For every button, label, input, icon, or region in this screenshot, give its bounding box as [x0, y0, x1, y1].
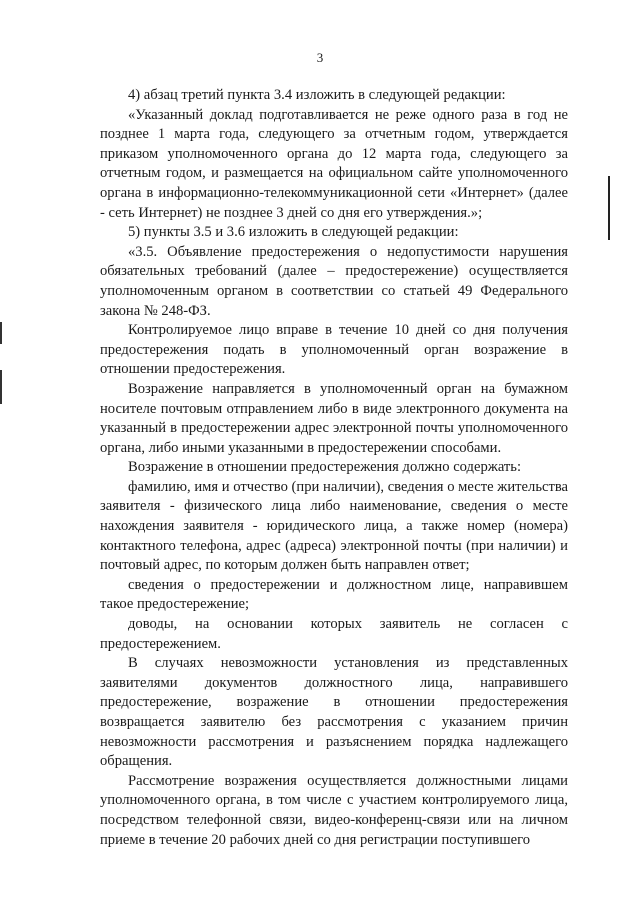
- paragraph: Возражение в отношении предостережения должно содержать:: [128, 459, 522, 476]
- paragraph: «Указанный доклад подготавливается не реже одного раза в год не позднее 1 марта года, следующего за отчетным годом, утверждается приказом уполномоченного органа до 12 марта года, следующего за отчетным годом, и размещается на официальном сайте уполномоченного органа в информационно-телекоммуникационной сети «Интернет» (далее - сеть Интернет) не позднее 3 дней со дня его утверждения.»;: [100, 106, 568, 221]
- paragraph: сведения о предостережении и должностном лице, направившем такое предостережение;: [100, 576, 568, 613]
- scan-margin-mark: [608, 176, 610, 240]
- paragraph: «3.5. Объявление предостережения о недопустимости нарушения обязательных требований (далее – предостережение) осуществляется уполномоченным органом в соответствии со статьей 49 Федерального закона № 248-ФЗ.: [100, 243, 568, 319]
- paragraph: доводы, на основании которых заявитель не согласен с предостережением.: [100, 616, 568, 652]
- paragraph: Рассмотрение возражения осуществляется должностными лицами уполномоченного органа, в том числе с участием контролируемого лица, посредством телефонной связи, видео-конференц-связи или на личном приеме в течение 20 рабочих дней со дня регистрации поступившего: [100, 772, 568, 848]
- scan-margin-mark: [0, 322, 2, 344]
- document-body: [100, 86, 568, 850]
- paragraph: Контролируемое лицо вправе в течение 10 дней со дня получения предостережения подать в уполномоченный орган возражение в отношении предостережения.: [100, 322, 568, 378]
- paragraph: Возражение направляется в уполномоченный орган на бумажном носителе почтовым отправлением либо в виде электронного документа на указанный в предостережении адрес электронной почты уполномоченного органа, либо иными указанными в предостережении способами.: [100, 380, 568, 456]
- paragraph: 5) пункты 3.5 и 3.6 изложить в следующей редакции:: [128, 224, 459, 241]
- paragraph: фамилию, имя и отчество (при наличии), сведения о месте жительства заявителя - физического лица либо наименование, сведения о месте нахождения заявителя - юридического лица, а также номер (номера) контактного телефона, адрес (адреса) электронной почты (при наличии) и почтовый адрес, по которым должен быть направлен ответ;: [100, 478, 568, 574]
- paragraph: 4) абзац третий пункта 3.4 изложить в следующей редакции:: [128, 87, 506, 103]
- scan-margin-mark: [0, 370, 2, 404]
- page-number: 3: [316, 50, 324, 65]
- paragraph: В случаях невозможности установления из представленных заявителями документов должностного лица, направившего предостережение, возражение в отношении предостережения возвращается заявителю без рассмотрения с указанием причин невозможности рассмотрения и разъяснением порядка надлежащего обращения.: [100, 655, 568, 770]
